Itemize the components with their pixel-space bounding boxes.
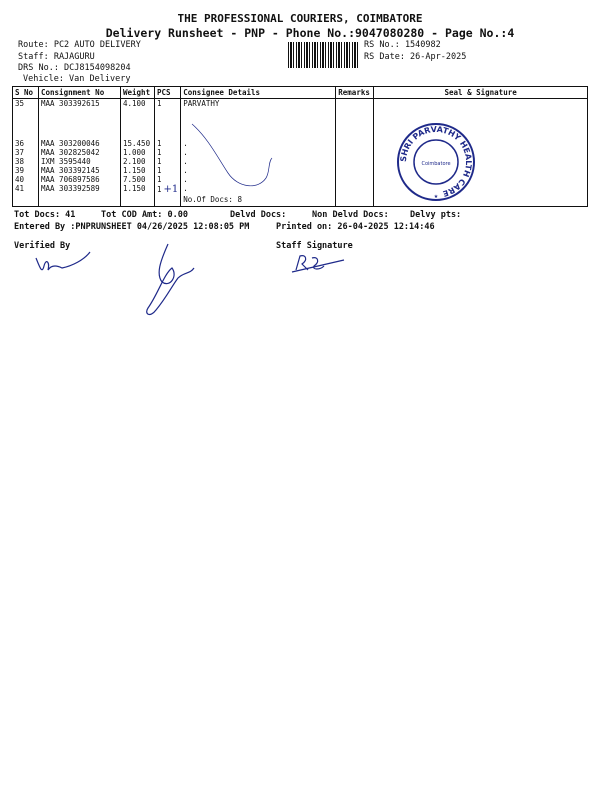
company-title: THE PROFESSIONAL COURIERS, COIMBATORE xyxy=(177,12,423,25)
barcode-image xyxy=(288,42,360,68)
consignee-signature xyxy=(188,118,278,198)
printed-on: Printed on: 26-04-2025 12:14:46 xyxy=(276,222,435,232)
col-consignee: Consignee Details xyxy=(181,87,336,99)
seal-text: SHRI PARVATHY HEALTH CARE xyxy=(398,124,474,199)
verified-signature xyxy=(28,244,98,280)
table-row xyxy=(13,99,588,139)
entered-by: Entered By :PNPRUNSHEET 04/26/2025 12:08:05 PM xyxy=(14,222,250,232)
verified-signature-2 xyxy=(138,238,208,320)
cell-weight: 4.100 xyxy=(121,99,155,139)
table-row: 41 MAA 303392589 1.150 1 +1 . xyxy=(13,184,588,195)
no-of-docs: No.Of Docs: 8 xyxy=(181,195,336,207)
tot-cod: Tot COD Amt: 0.00 xyxy=(101,210,188,220)
delvy-pts: Delvy pts: xyxy=(410,210,462,220)
rs-no-label: RS No.: 1540982 xyxy=(364,40,441,50)
rs-date-label: RS Date: 26-Apr-2025 xyxy=(364,52,467,62)
cell-sno: 35 xyxy=(13,99,39,139)
col-consignment: Consignment No xyxy=(39,87,121,99)
cell-consignment: MAA 303392615 xyxy=(39,99,121,139)
seal-stamp xyxy=(396,122,476,202)
col-weight: Weight xyxy=(121,87,155,99)
runsheet-subtitle: Delivery Runsheet - PNP - Phone No.:9047080280 - Page No.:4 xyxy=(105,26,515,40)
staff-signature-label: Staff Signature xyxy=(276,241,353,251)
vehicle-label: Vehicle: Van Delivery xyxy=(23,74,131,84)
drs-label: DRS No.: DCJ8154098204 xyxy=(18,63,131,73)
route-label: Route: PC2 AUTO DELIVERY xyxy=(18,40,141,50)
col-remarks: Remarks xyxy=(336,87,374,99)
non-delvd-docs: Non Delvd Docs: xyxy=(312,210,389,220)
col-sno: S No xyxy=(13,87,39,99)
table-row: 37 MAA 302825042 1.000 1 . xyxy=(13,148,588,157)
tot-docs: Tot Docs: 41 xyxy=(14,210,76,220)
staff-label: Staff: RAJAGURU xyxy=(18,52,95,62)
table-row: 36 MAA 303200046 15.450 1 . xyxy=(13,139,588,148)
col-seal: Seal & Signature xyxy=(374,87,588,99)
cell-consignee: PARVATHY xyxy=(181,99,336,139)
verified-by-label: Verified By xyxy=(14,241,71,251)
handwritten-pcs-note: +1 xyxy=(163,183,179,195)
delvd-docs: Delvd Docs: xyxy=(230,210,287,220)
table-row: 40 MAA 706897586 7.500 1 . xyxy=(13,175,588,184)
runsheet-table xyxy=(12,86,588,207)
table-row: 38 IXM 3595440 2.100 1 . xyxy=(13,157,588,166)
cell-pcs: 1 xyxy=(155,99,181,139)
col-pcs: PCS xyxy=(155,87,181,99)
seal-star-icon: ★ xyxy=(433,192,439,200)
seal-inner-text: Coimbatore xyxy=(421,161,451,167)
staff-signature xyxy=(290,252,350,276)
table-row: 39 MAA 303392145 1.150 1 . xyxy=(13,166,588,175)
